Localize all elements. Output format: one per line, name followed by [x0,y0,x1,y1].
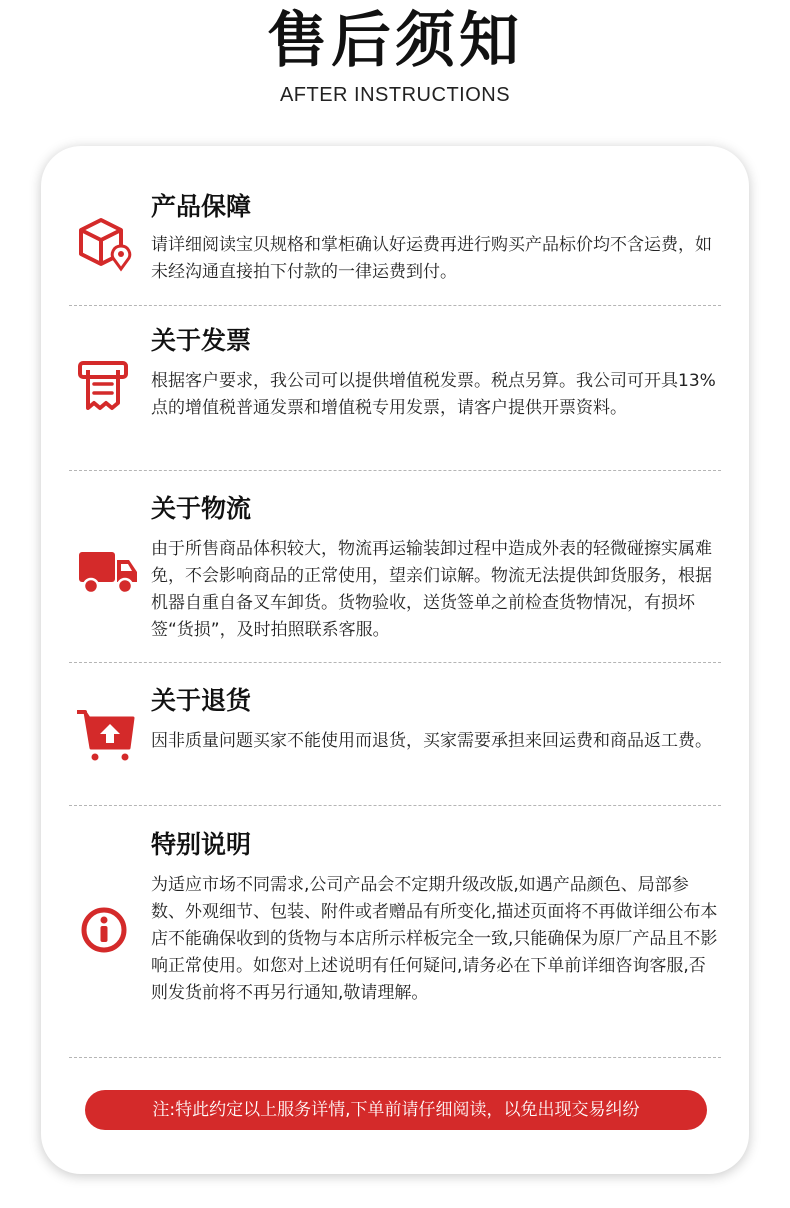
info-icon [77,900,137,960]
section-logistics [69,492,721,652]
section-body: 请详细阅读宝贝规格和掌柜确认好运费再进行购买产品标价均不含运费，如未经沟通直接拍下付款的一律运费到付。 [151,235,712,282]
section-invoice [69,324,721,454]
page-subtitle: AFTER INSTRUCTIONS [279,84,511,106]
notice-banner: 注:特此约定以上服务详情,下单前请仔细阅读，以免出现交易纠纷 [85,1090,707,1130]
section-divider [69,1057,721,1058]
cart-return-icon [77,706,137,766]
delivery-truck-icon [77,540,137,600]
section-returns [69,684,721,794]
page-title: 售后须知 [267,6,523,76]
section-heading: 关于退货 [151,686,252,715]
section-divider [69,470,721,471]
section-heading: 关于发票 [151,326,252,355]
section-product-guarantee [69,190,721,290]
receipt-printer-icon [77,358,137,418]
section-body: 根据客户要求，我公司可以提供增值税发票。税点另算。我公司可开具13%点的增值税普通发票和增值税专用发票，请客户提供开票资料。 [151,371,716,418]
section-body: 为适应市场不同需求,公司产品会不定期升级改版,如遇产品颜色、局部参数、外观细节、包装、附件或者赠品有所变化,描述页面将不再做详细公布本店不能确保收到的货物与本店所示样板完全一致,只能确保为原厂产品且不影响正常使用。如您对上述说明有任何疑问,请务必在下单前详细咨询客服,否则发货前将不再另行通知,敬请理解。 [151,875,718,1003]
section-divider [69,805,721,806]
section-special-notes [69,828,721,1043]
box-location-icon [77,214,137,274]
section-heading: 特别说明 [151,830,252,859]
section-divider [69,305,721,306]
section-body: 因非质量问题买家不能使用而退货，买家需要承担来回运费和商品返工费。 [151,731,712,751]
section-heading: 产品保障 [151,192,252,221]
section-body: 由于所售商品体积较大，物流再运输装卸过程中造成外表的轻微碰擦实属难免，不会影响商品的正常使用，望亲们谅解。物流无法提供卸货服务，根据机器自重自备叉车卸货。货物验收，送货签单之前检查货物情况，有损坏签“货损”，及时拍照联系客服。 [151,539,712,640]
section-divider [69,662,721,663]
section-heading: 关于物流 [151,494,252,523]
